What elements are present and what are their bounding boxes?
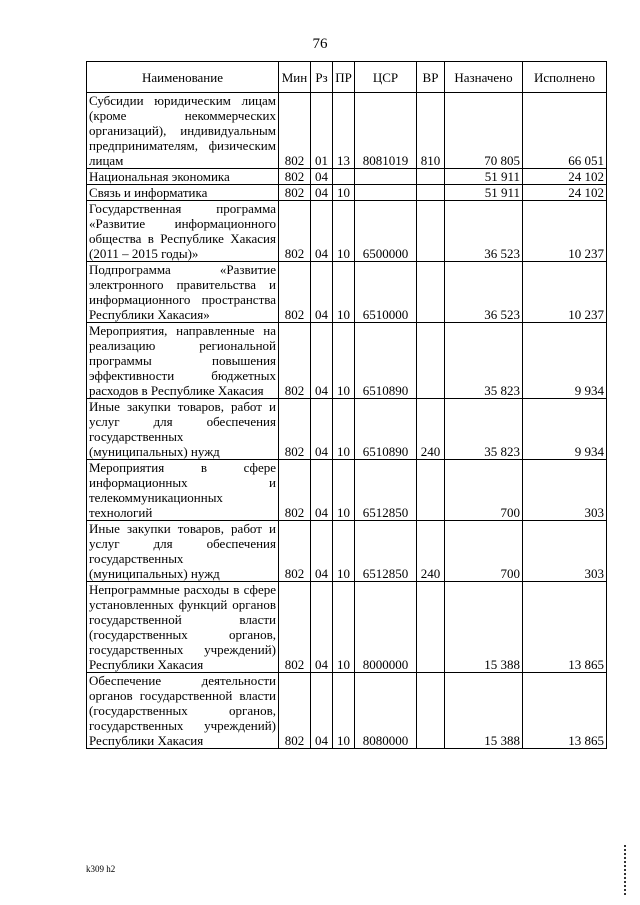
cell-pr: 10 <box>333 582 355 673</box>
cell-min: 802 <box>279 323 311 399</box>
cell-min: 802 <box>279 399 311 460</box>
cell-csr: 6512850 <box>355 460 417 521</box>
cell-executed: 10 237 <box>523 201 607 262</box>
cell-assigned: 36 523 <box>445 262 523 323</box>
cell-rz: 04 <box>311 201 333 262</box>
cell-csr: 6510000 <box>355 262 417 323</box>
cell-assigned: 15 388 <box>445 673 523 749</box>
table-row <box>87 323 607 399</box>
header-csr: ЦСР <box>355 62 417 93</box>
cell-assigned: 35 823 <box>445 323 523 399</box>
table-row <box>87 185 607 201</box>
header-name: Наименование <box>87 62 279 93</box>
cell-rz: 01 <box>311 93 333 169</box>
cell-min: 802 <box>279 673 311 749</box>
cell-vr <box>417 262 445 323</box>
cell-rz: 04 <box>311 169 333 185</box>
table-row <box>87 399 607 460</box>
cell-name: Субсидии юридическим лицам (кроме некоммерческих организаций), индивидуальным предпринимателям, физическим лицам <box>87 93 279 169</box>
cell-min: 802 <box>279 582 311 673</box>
cell-executed: 9 934 <box>523 399 607 460</box>
cell-pr: 10 <box>333 460 355 521</box>
cell-csr: 8081019 <box>355 93 417 169</box>
table-row <box>87 262 607 323</box>
cell-executed: 24 102 <box>523 169 607 185</box>
cell-min: 802 <box>279 521 311 582</box>
cell-csr: 8080000 <box>355 673 417 749</box>
cell-name: Подпрограмма «Развитие электронного правительства и информационного пространства Республики Хакасия» <box>87 262 279 323</box>
header-assigned: Назначено <box>445 62 523 93</box>
cell-rz: 04 <box>311 460 333 521</box>
cell-pr: 13 <box>333 93 355 169</box>
cell-name: Национальная экономика <box>87 169 279 185</box>
table-row <box>87 93 607 169</box>
cell-pr: 10 <box>333 521 355 582</box>
cell-pr: 10 <box>333 185 355 201</box>
cell-executed: 24 102 <box>523 185 607 201</box>
cell-name: Иные закупки товаров, работ и услуг для обеспечения государственных (муниципальных) нужд <box>87 521 279 582</box>
cell-name: Непрограммные расходы в сфере установленных функций органов государственной власти (государственных органов, государственных учреждений) Республики Хакасия <box>87 582 279 673</box>
cell-name: Иные закупки товаров, работ и услуг для обеспечения государственных (муниципальных) нужд <box>87 399 279 460</box>
cell-vr <box>417 582 445 673</box>
header-vr: ВР <box>417 62 445 93</box>
cell-csr: 6500000 <box>355 201 417 262</box>
cell-rz: 04 <box>311 521 333 582</box>
cell-min: 802 <box>279 169 311 185</box>
cell-assigned: 36 523 <box>445 201 523 262</box>
cell-name: Обеспечение деятельности органов государственной власти (государственных органов, государственных учреждений) Республики Хакасия <box>87 673 279 749</box>
cell-min: 802 <box>279 185 311 201</box>
cell-csr: 6510890 <box>355 323 417 399</box>
cell-pr: 10 <box>333 262 355 323</box>
table-row <box>87 582 607 673</box>
cell-vr: 240 <box>417 399 445 460</box>
table-row <box>87 521 607 582</box>
cell-executed: 66 051 <box>523 93 607 169</box>
cell-csr <box>355 169 417 185</box>
table-row <box>87 201 607 262</box>
cell-vr <box>417 323 445 399</box>
cell-assigned: 700 <box>445 460 523 521</box>
header-min: Мин <box>279 62 311 93</box>
cell-rz: 04 <box>311 262 333 323</box>
cell-vr <box>417 201 445 262</box>
cell-pr: 10 <box>333 673 355 749</box>
cell-executed: 13 865 <box>523 582 607 673</box>
cell-assigned: 51 911 <box>445 185 523 201</box>
cell-executed: 303 <box>523 521 607 582</box>
table-header-row <box>87 62 607 93</box>
table-row <box>87 169 607 185</box>
table-row <box>87 460 607 521</box>
cell-vr <box>417 673 445 749</box>
cell-executed: 303 <box>523 460 607 521</box>
cell-assigned: 70 805 <box>445 93 523 169</box>
header-executed: Исполнено <box>523 62 607 93</box>
cell-executed: 13 865 <box>523 673 607 749</box>
cell-csr: 8000000 <box>355 582 417 673</box>
cell-assigned: 51 911 <box>445 169 523 185</box>
cell-min: 802 <box>279 262 311 323</box>
cell-pr <box>333 169 355 185</box>
cell-rz: 04 <box>311 399 333 460</box>
cell-rz: 04 <box>311 323 333 399</box>
cell-min: 802 <box>279 460 311 521</box>
cell-vr <box>417 169 445 185</box>
cell-rz: 04 <box>311 185 333 201</box>
cell-pr: 10 <box>333 399 355 460</box>
cell-min: 802 <box>279 201 311 262</box>
cell-executed: 9 934 <box>523 323 607 399</box>
table-body <box>87 93 607 749</box>
cell-vr <box>417 185 445 201</box>
footer-code: k309 h2 <box>86 864 116 874</box>
cell-name: Связь и информатика <box>87 185 279 201</box>
cell-csr <box>355 185 417 201</box>
cell-pr: 10 <box>333 201 355 262</box>
cell-assigned: 35 823 <box>445 399 523 460</box>
cell-vr <box>417 460 445 521</box>
margin-mark <box>624 845 628 895</box>
header-rz: Рз <box>311 62 333 93</box>
page-number: 76 <box>312 36 328 52</box>
cell-name: Государственная программа «Развитие информационного общества в Республике Хакасия (2011 – 2015 годы)» <box>87 201 279 262</box>
cell-vr: 810 <box>417 93 445 169</box>
header-pr: ПР <box>333 62 355 93</box>
cell-name: Мероприятия, направленные на реализацию региональной программы повышения эффективности бюджетных расходов в Республике Хакасия <box>87 323 279 399</box>
cell-min: 802 <box>279 93 311 169</box>
cell-csr: 6510890 <box>355 399 417 460</box>
cell-vr: 240 <box>417 521 445 582</box>
cell-assigned: 700 <box>445 521 523 582</box>
cell-rz: 04 <box>311 673 333 749</box>
cell-name: Мероприятия в сфере информационных и телекоммуникационных технологий <box>87 460 279 521</box>
cell-executed: 10 237 <box>523 262 607 323</box>
cell-csr: 6512850 <box>355 521 417 582</box>
budget-table <box>86 61 607 749</box>
cell-rz: 04 <box>311 582 333 673</box>
cell-assigned: 15 388 <box>445 582 523 673</box>
cell-pr: 10 <box>333 323 355 399</box>
table-row <box>87 673 607 749</box>
